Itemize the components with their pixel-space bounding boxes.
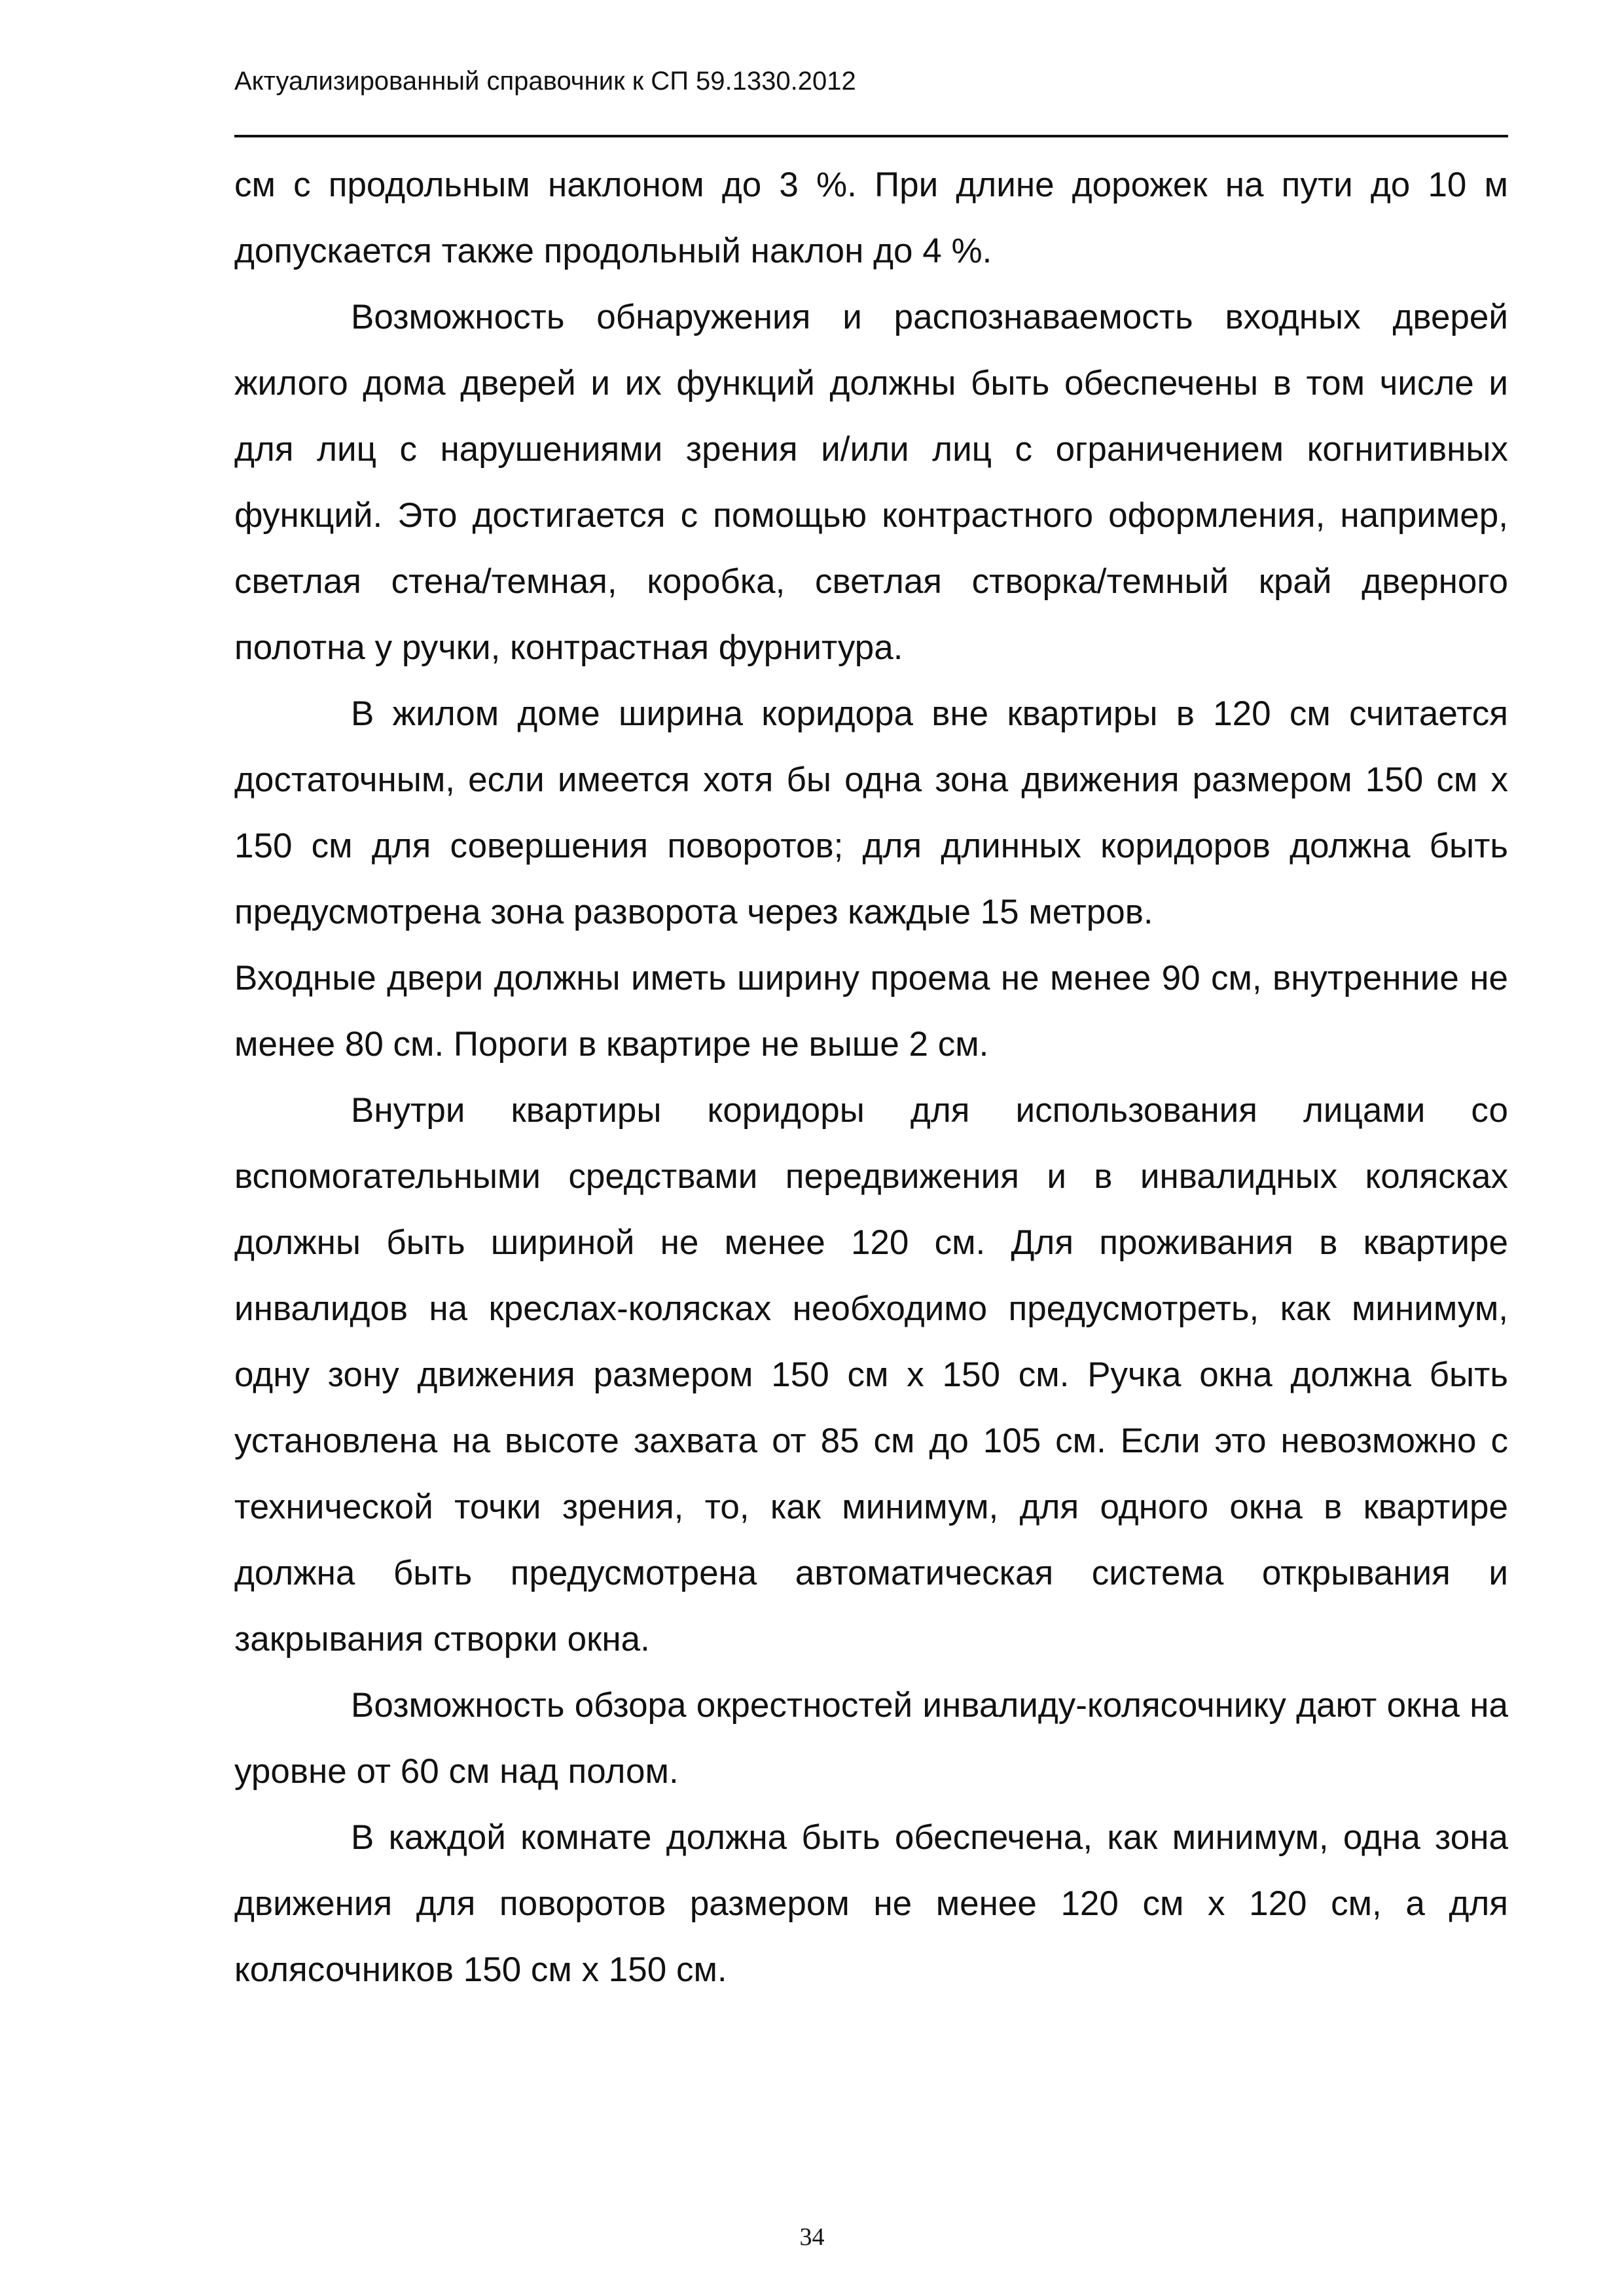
paragraph-door-visibility: Возможность обнаружения и распознаваемость входных дверей жилого дома дверей и их функций должны быть обеспечены в том числе и для лиц с нарушениями зрения и/или лиц с ограничением когнитивных функций. Это достигается с помощью контрастного оформления, например, светлая стена/темная, коробка, светлая створка/темный край дверного полотна у ручки, контрастная фурнитура.: [234, 298, 1508, 667]
document-body: [234, 152, 1508, 2003]
page-number: 34: [799, 2223, 825, 2251]
header-divider: [234, 135, 1508, 137]
paragraph-door-width: Входные двери должны иметь ширину проема не менее 90 см, внутренние не менее 80 см. Пороги в квартире не выше 2 см.: [234, 959, 1508, 1064]
paragraph-room-turning-zone: В каждой комнате должна быть обеспечена, как минимум, одна зона движения для поворотов размером не менее 120 см х 120 см, а для колясочников 150 см х 150 см.: [234, 1818, 1508, 1989]
paragraph-apartment-corridors: Внутри квартиры коридоры для использования лицами со вспомогательными средствами передвижения и в инвалидных колясках должны быть шириной не менее 120 см. Для проживания в квартире инвалидов на креслах-колясках необходимо предусмотреть, как минимум, одну зону движения размером 150 см х 150 см. Ручка окна должна быть установлена на высоте захвата от 85 см до 105 см. Если это невозможно с технической точки зрения, то, как минимум, для одного окна в квартире должна быть предусмотрена автоматическая система открывания и закрывания створки окна.: [234, 1091, 1508, 1659]
running-header: Актуализированный справочник к СП 59.1330.2012: [234, 67, 856, 96]
paragraph-continuation: см с продольным наклоном до 3 %. При длине дорожек на пути до 10 м допускается также продольный наклон до 4 %.: [234, 166, 1508, 270]
paragraph-window-view: Возможность обзора окрестностей инвалиду-колясочнику дают окна на уровне от 60 см над полом.: [234, 1686, 1508, 1791]
paragraph-corridor-width: В жилом доме ширина коридора вне квартиры в 120 см считается достаточным, если имеется хотя бы одна зона движения размером 150 см х 150 см для совершения поворотов; для длинных коридоров должна быть предусмотрена зона разворота через каждые 15 метров.: [234, 694, 1508, 931]
